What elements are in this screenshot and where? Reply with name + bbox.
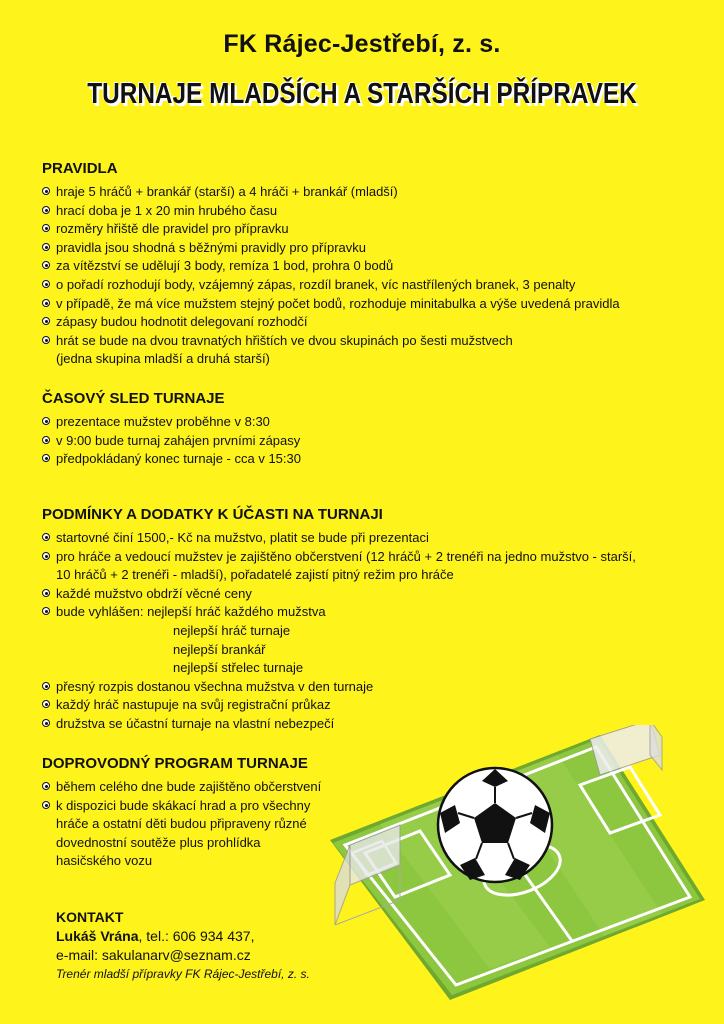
soccer-ball-bullet-icon: [42, 607, 50, 615]
rules-heading: PRAVIDLA: [42, 160, 118, 177]
contact-phone-line: [56, 927, 310, 946]
soccer-ball-bullet-icon: [42, 336, 50, 344]
soccer-ball-bullet-icon: [42, 682, 50, 690]
contact-name: Lukáš Vrána: [56, 928, 139, 944]
soccer-ball-bullet-icon: [42, 417, 50, 425]
list-item-continuation: 10 hráčů + 2 trenéři - mladší), pořadatelé zajistí pitný režim pro hráče: [56, 567, 454, 583]
soccer-ball-bullet-icon: [42, 206, 50, 214]
soccer-ball-bullet-icon: [42, 299, 50, 307]
list-item: rozměry hřiště dle pravidel pro přípravku: [42, 220, 702, 239]
contact-block: [56, 908, 310, 984]
list-item: k dispozici bude skákací hrad a pro všechny hráče a ostatní děti budou připraveny různé dovednostní soutěže plus prohlídka hasičského vozu: [42, 797, 382, 871]
schedule-list: [42, 413, 702, 469]
conditions-section: [42, 506, 702, 734]
list-item: prezentace mužstev proběhne v 8:30: [42, 413, 702, 432]
rules-section: [42, 160, 702, 369]
soccer-ball-bullet-icon: [42, 552, 50, 560]
soccer-ball-bullet-icon: [42, 224, 50, 232]
program-heading: DOPROVODNÝ PROGRAM TURNAJE: [42, 755, 308, 772]
list-item: pravidla jsou shodná s běžnými pravidly pro přípravku: [42, 239, 702, 258]
list-item: hraje 5 hráčů + brankář (starší) a 4 hráči + brankář (mladší): [42, 183, 702, 202]
list-item: o pořadí rozhodují body, vzájemný zápas, rozdíl branek, víc nastřílených branek, 3 penalty: [42, 276, 702, 295]
list-item: v 9:00 bude turnaj zahájen prvními zápasy: [42, 432, 702, 451]
soccer-ball-bullet-icon: [42, 589, 50, 597]
list-item: během celého dne bude zajištěno občerstvení: [42, 778, 382, 797]
contact-phone: , tel.: 606 934 437,: [138, 928, 255, 944]
soccer-ball-bullet-icon: [42, 533, 50, 541]
list-item: startovné činí 1500,- Kč na mužstvo, platit se bude při prezentaci: [42, 529, 702, 548]
list-item: hrací doba je 1 x 20 min hrubého času: [42, 202, 702, 221]
list-item: zápasy budou hodnotit delegovaní rozhodčí: [42, 313, 702, 332]
list-item: pro hráče a vedoucí mužstev je zajištěno občerstvení (12 hráčů + 2 trenéři na jedno mužstvo - starší, 10 hráčů + 2 trenéři - mladší), pořadatelé zajistí pitný režim pro hráče: [42, 548, 702, 585]
soccer-ball-icon: [438, 768, 552, 882]
contact-role: Trenér mladší přípravky FK Rájec-Jestřebí, z. s.: [56, 967, 310, 981]
schedule-section: [42, 390, 702, 469]
soccer-ball-bullet-icon: [42, 801, 50, 809]
contact-heading: KONTAKT: [56, 909, 124, 925]
soccer-ball-bullet-icon: [42, 719, 50, 727]
list-item: přesný rozpis dostanou všechna mužstva v den turnaje: [42, 678, 702, 697]
conditions-list: [42, 529, 702, 734]
soccer-ball-bullet-icon: [42, 436, 50, 444]
soccer-ball-bullet-icon: [42, 261, 50, 269]
soccer-ball-bullet-icon: [42, 243, 50, 251]
soccer-ball-bullet-icon: [42, 782, 50, 790]
rules-list: [42, 183, 702, 369]
list-item: hrát se bude na dvou travnatých hřištích ve dvou skupinách po šesti mužstvech (jedna skupina mladší a druhá starší): [42, 332, 702, 369]
contact-email[interactable]: e-mail: sakulanarv@seznam.cz: [56, 947, 251, 963]
soccer-ball-bullet-icon: [42, 700, 50, 708]
list-item: bude vyhlášen: nejlepší hráč každého mužstva nejlepší hráč turnaje nejlepší brankář nejlepší střelec turnaje: [42, 603, 702, 677]
list-item: družstva se účastní turnaje na vlastní nebezpečí: [42, 715, 702, 734]
soccer-ball-bullet-icon: [42, 454, 50, 462]
page-title: TURNAJE MLADŠÍCH A STARŠÍCH PŘÍPRAVEK: [87, 78, 637, 110]
list-item: každé mužstvo obdrží věcné ceny: [42, 585, 702, 604]
list-item: v případě, že má více mužstem stejný počet bodů, rozhoduje minitabulka a výše uvedená pravidla: [42, 295, 702, 314]
football-pitch-illustration: [300, 725, 710, 1005]
list-item-continuation: hasičského vozu: [56, 853, 153, 869]
conditions-heading: PODMÍNKY A DODATKY K ÚČASTI NA TURNAJI: [42, 506, 383, 523]
award-line: nejlepší hráč turnaje: [173, 622, 291, 638]
list-item-continuation: hráče a ostatní děti budou připraveny různé: [56, 816, 307, 832]
list-item-continuation: dovednostní soutěže plus prohlídka: [56, 834, 261, 850]
list-item: předpokládaný konec turnaje - cca v 15:30: [42, 450, 702, 469]
soccer-ball-bullet-icon: [42, 280, 50, 288]
soccer-ball-bullet-icon: [42, 317, 50, 325]
award-line: nejlepší brankář: [173, 641, 266, 657]
list-item: za vítězství se udělují 3 body, remíza 1 bod, prohra 0 bodů: [42, 257, 702, 276]
soccer-ball-bullet-icon: [42, 187, 50, 195]
schedule-heading: ČASOVÝ SLED TURNAJE: [42, 390, 225, 407]
list-item-continuation: (jedna skupina mladší a druhá starší): [56, 351, 270, 367]
award-line: nejlepší střelec turnaje: [173, 660, 304, 676]
list-item: každý hráč nastupuje na svůj registrační průkaz: [42, 696, 702, 715]
club-name: FK Rájec-Jestřebí, z. s.: [223, 30, 501, 58]
